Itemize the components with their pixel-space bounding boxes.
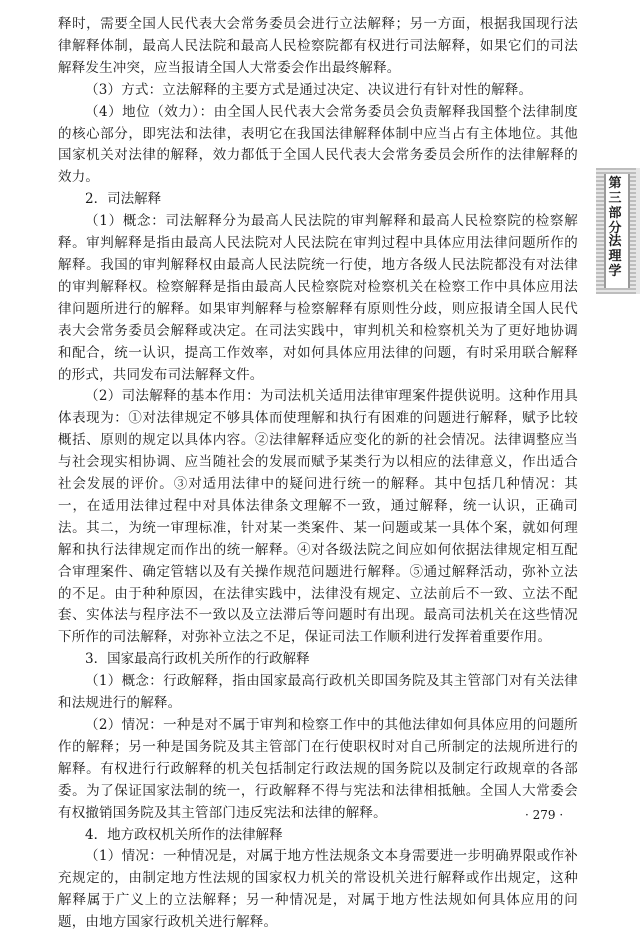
paragraph-continuation: 释时，需要全国人民代表大会常务委员会进行立法解释；另一方面，根据我国现行法律解释体制，最高人民法院和最高人民检察院都有权进行司法解释，如果它们的司法解释发生冲突，应当报请全国人大常委会作出最终解释。 <box>58 16 578 76</box>
paragraph-legislative-method: （3）方式：立法解释的主要方式是通过决定、决议进行有针对性的解释。 <box>85 81 533 98</box>
section-heading-judicial-interpretation: 2．司法解释 <box>85 191 162 208</box>
paragraph-judicial-role: （2）司法解释的基本作用：为司法机关适用法律审理案件提供说明。这种作用具体表现为：①对法律规定不够具体而使理解和执行有困难的问题进行解释，赋予比较概括、原则的规定以具体内容。②法律解释适应变化的新的社会情况。法律调整应当与社会现实相协调、应当随社会的发展而赋予某类行为以相应的法律意义，作出适合社会发展的评价。③对适用法律中的疑问进行统一的解释。其中包括几种情况：其一，在适用法律过程中对具体法律条文理解不一致，通过解释，统一认识，正确司法。其二，为统一审理标准，针对某一类案件、某一问题或某一具体个案，就如何理解和执行法律规定而作出的统一解释。④对各级法院之间应如何依据法律规定相互配合审理案件、确定管辖以及有关操作规范问题进行解释。⑤通过解释活动，弥补立法的不足。由于种种原因，在法律实践中，法律没有规定、立法前后不一致、立法不配套、实体法与程序法不一致以及立法滞后等问题时有出现。最高司法机关在这些情况下所作的司法解释，对弥补立法之不足，保证司法工作顺利进行发挥着重要作用。 <box>58 388 578 646</box>
paragraph-local-situations: （1）情况：一种情况是，对属于地方性法规条文本身需要进一步明确界限或作补充规定的，由制定地方性法规的国家权力机关的常设机关进行解释或作出规定，这种解释属于广义上的立法解释；另一种情况是，对属于地方性法规如何具体应用的问题，由地方国家行政机关进行解释。 <box>58 848 578 931</box>
paragraph-administrative-concept: （1）概念：行政解释，指由国家最高行政机关即国务院及其主管部门对有关法律和法规进行的解释。 <box>58 673 578 712</box>
paragraph-administrative-situations: （2）情况：一种是对不属于审判和检察工作中的其他法律如何具体应用的问题所作的解释；另一种是国务院及其主管部门在行使职权时对自己所制定的法规所进行的解释。有权进行行政解释的机关包括制定行政法规的国务院以及制定行政规章的各部委。为了保证国家法制的统一，行政解释不得与宪法和法律相抵触。全国人大常委会有权撤销国务院及其主管部门违反宪法和法律的解释。 <box>58 717 578 821</box>
section-heading-administrative-interpretation: 3．国家最高行政机关所作的行政解释 <box>85 651 310 668</box>
side-tab-subject-label: 法 理 学 <box>608 234 622 279</box>
paragraph-judicial-concept: （1）概念：司法解释分为最高人民法院的审判解释和最高人民检察院的检察解释。审判解释是指由最高人民法院对人民法院在审判过程中具体应用法律问题所作的解释。我国的审判解释权由最高人民法院统一行使，地方各级人民法院都没有对法律的审判解释权。检察解释是指由最高人民检察院对检察机关在检察工作中具体应用法律问题所进行的解释。如果审判解释与检察解释有原则性分歧，则应报请全国人民代表大会常务委员会解释或决定。在司法实践中，审判机关和检察机关为了更好地协调和配合，统一认识，提高工作效率，对如何具体应用法律的问题，有时采用联合解释的形式，共同发布司法解释文件。 <box>58 213 578 383</box>
chapter-side-tab <box>596 168 640 294</box>
page-number: · 279 · <box>525 808 564 822</box>
page-body <box>58 14 578 934</box>
section-heading-local-interpretation: 4．地方政权机关所作的法律解释 <box>85 826 283 843</box>
paragraph-legislative-status: （4）地位（效力）：由全国人民代表大会常务委员会负责解释我国整个法律制度的核心部分，即宪法和法律，表明它在我国法律解释体制中应当占有主体地位。其他国家机关对法律的解释，效力都低于全国人民代表大会常务委员会所作的法律解释的效力。 <box>58 103 578 186</box>
side-tab-part-label: 第 三 部 分 <box>608 176 622 236</box>
